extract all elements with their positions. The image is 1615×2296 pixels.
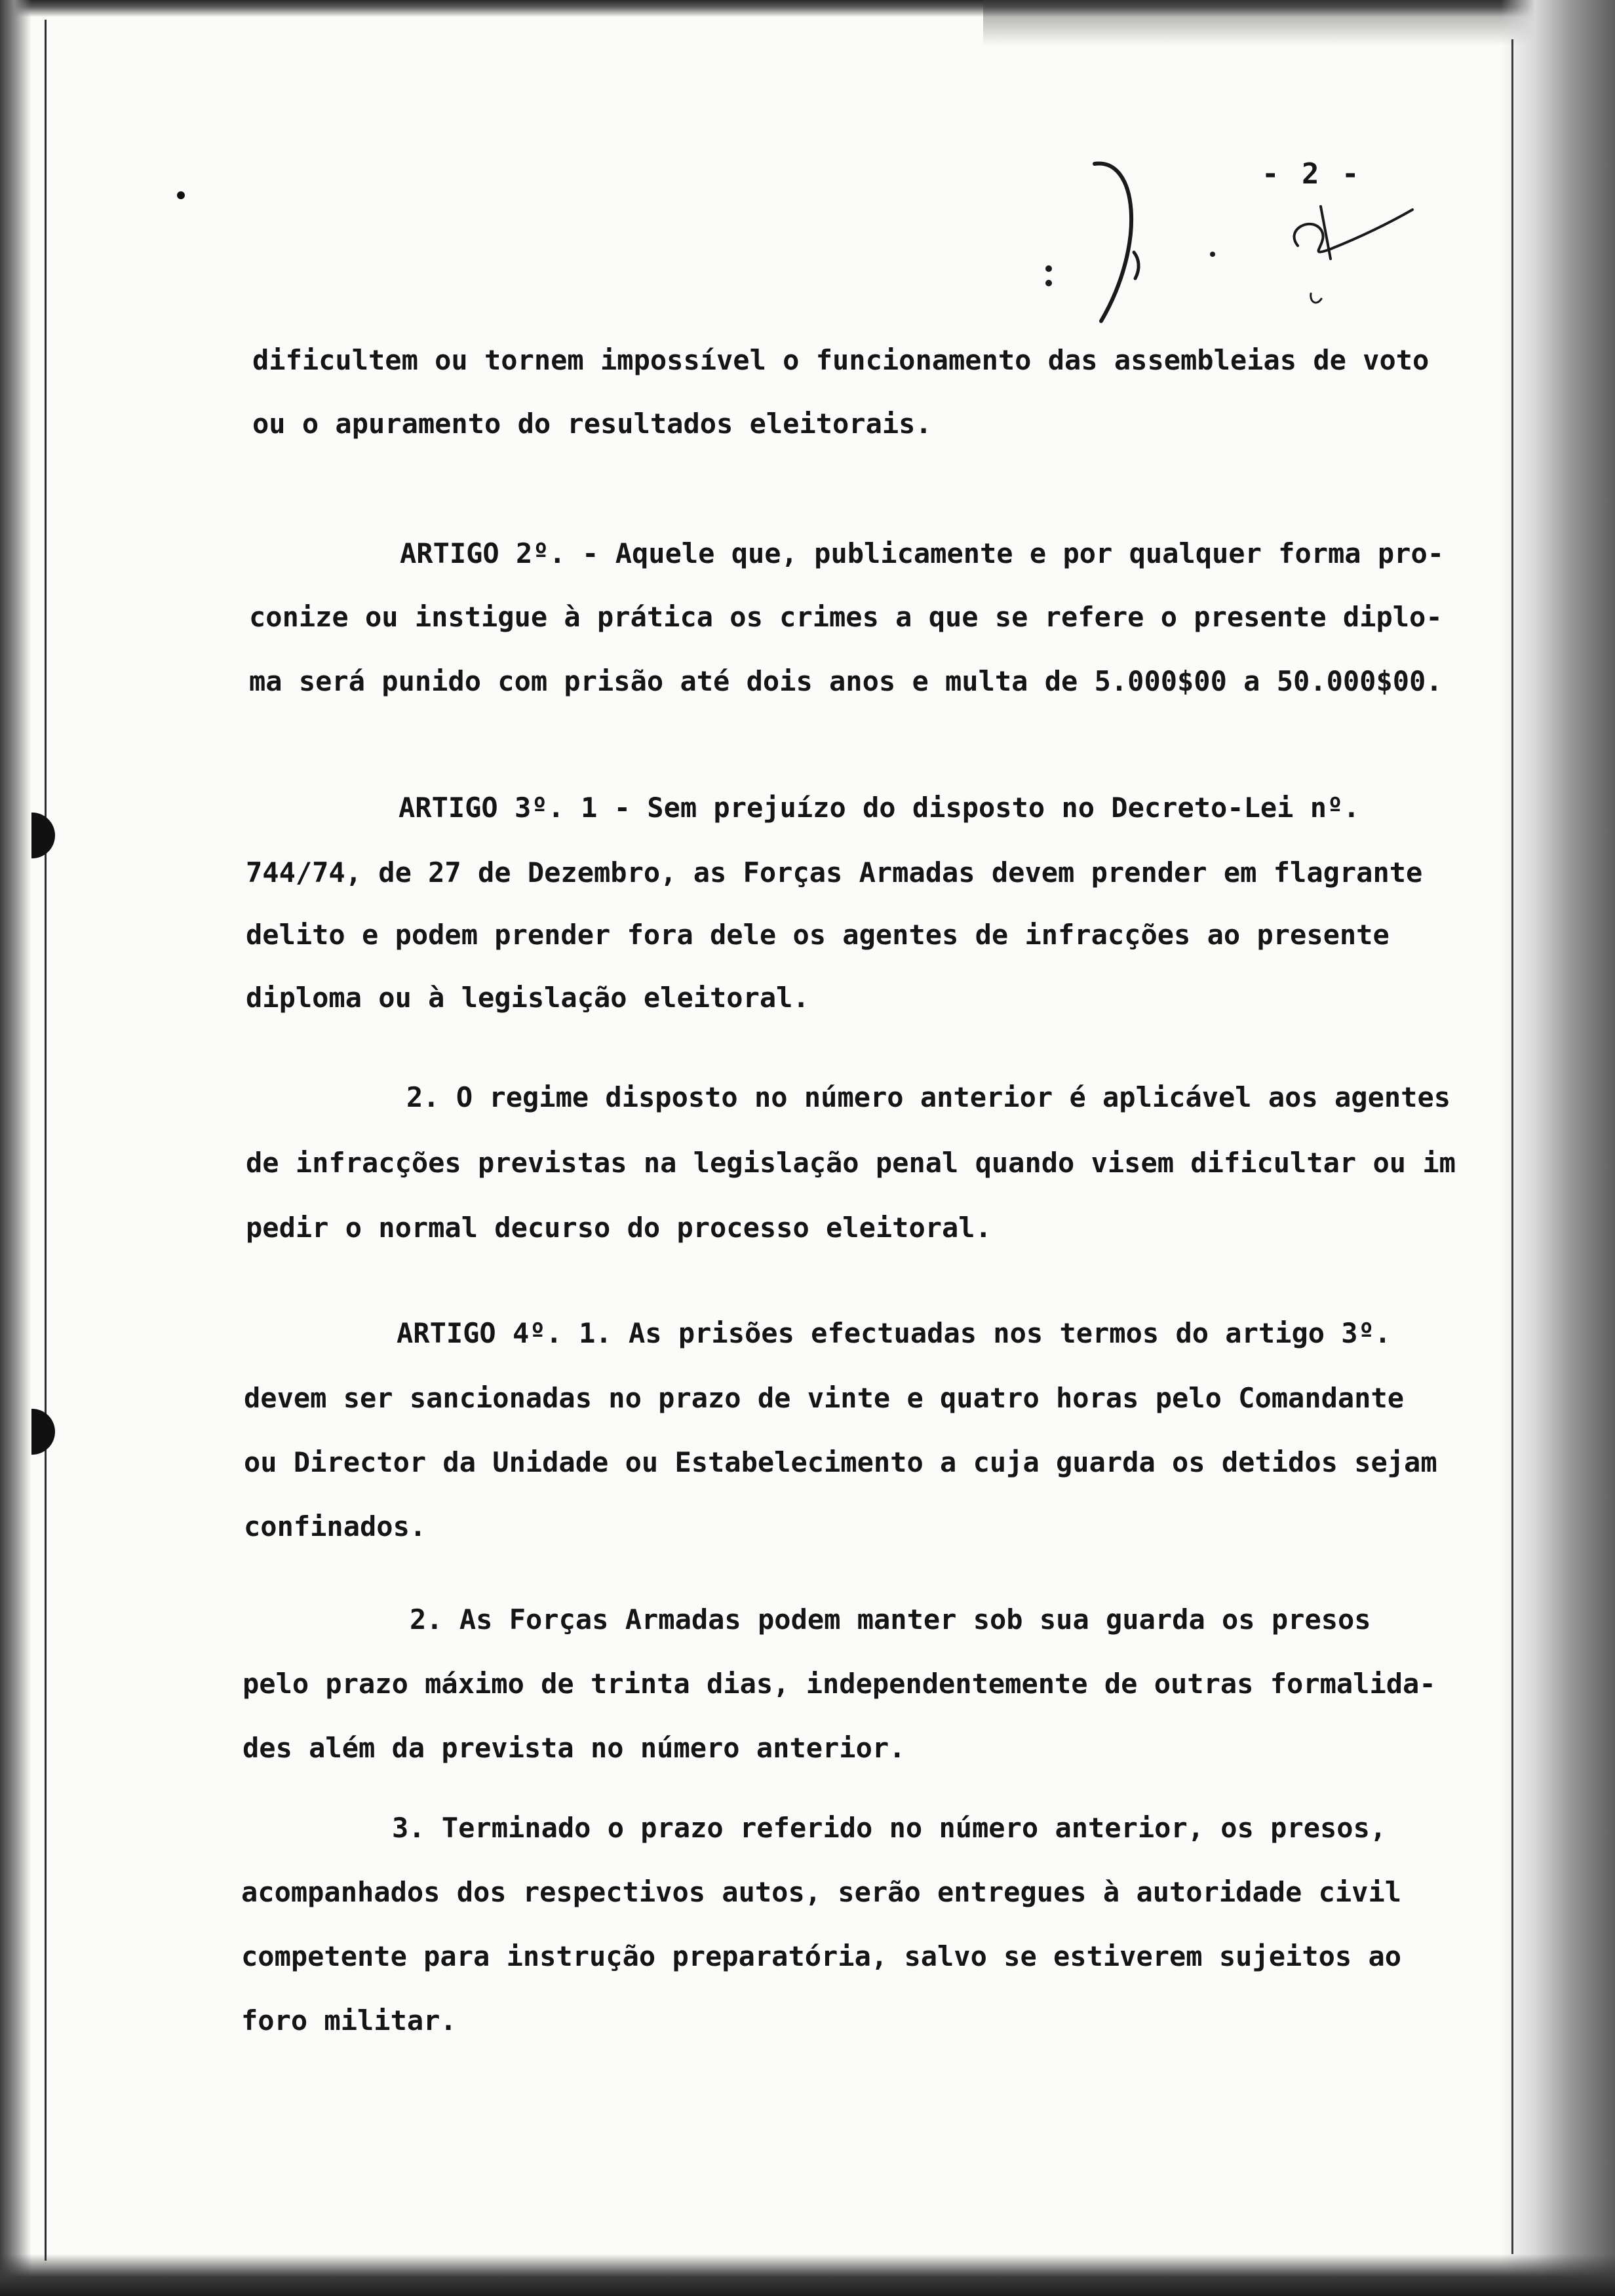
text-line: diploma ou à legislação eleitoral. [246, 982, 809, 1014]
paragraph-start-line: 2. As Forças Armadas podem manter sob sua guarda os presos [410, 1603, 1371, 1636]
text-line: foro militar. [241, 2004, 457, 2037]
text-line: des além da prevista no número anterior. [243, 1732, 906, 1764]
text-line: dificultem ou tornem impossível o funcionamento das assembleias de voto [252, 344, 1430, 376]
text-line: pelo prazo máximo de trinta dias, independentemente de outras formalida- [243, 1668, 1436, 1700]
article-heading-line: ARTIGO 2º. - Aquele que, publicamente e por qualquer forma pro- [400, 537, 1445, 569]
article-heading-line: ARTIGO 4º. 1. As prisões efectuadas nos termos do artigo 3º. [397, 1317, 1391, 1349]
text-line: ou Director da Unidade ou Estabelecimento a cuja guarda os detidos sejam [244, 1446, 1437, 1478]
scan-edge-bottom [0, 2254, 1615, 2296]
text-line: 744/74, de 27 de Dezembro, as Forças Armadas devem prender em flagrante [246, 856, 1423, 889]
page-number: - 2 - [1262, 157, 1362, 191]
paragraph-start-line: 3. Terminado o prazo referido no número anterior, os presos, [392, 1812, 1387, 1844]
text-line: devem ser sancionadas no prazo de vinte e quatro horas pelo Comandante [244, 1382, 1405, 1414]
paragraph-start-line: 2. O regime disposto no número anterior é aplicável aos agentes [406, 1081, 1451, 1113]
text-line: ou o apuramento do resultados eleitorais. [252, 408, 932, 440]
text-line: ma será punido com prisão até dois anos e multa de 5.000$00 a 50.000$00. [249, 665, 1443, 697]
text-line: de infracções previstas na legislação penal quando visem dificultar ou im [246, 1147, 1456, 1179]
text-line: conize ou instigue à prática os crimes a que se refere o presente diplo- [249, 601, 1443, 633]
text-line: confinados. [244, 1510, 427, 1542]
text-line: acompanhados dos respectivos autos, serão entregues à autoridade civil [241, 1876, 1402, 1908]
text-line: pedir o normal decurso do processo eleitoral. [246, 1212, 992, 1244]
handwritten-initials [1022, 144, 1429, 341]
article-heading-line: ARTIGO 3º. 1 - Sem prejuízo do disposto no Decreto-Lei nº. [399, 792, 1360, 824]
text-line: delito e podem prender fora dele os agentes de infracções ao presente [246, 919, 1390, 951]
ink-speck [177, 191, 185, 199]
text-line: competente para instrução preparatória, salvo se estiverem sujeitos ao [241, 1940, 1402, 1972]
